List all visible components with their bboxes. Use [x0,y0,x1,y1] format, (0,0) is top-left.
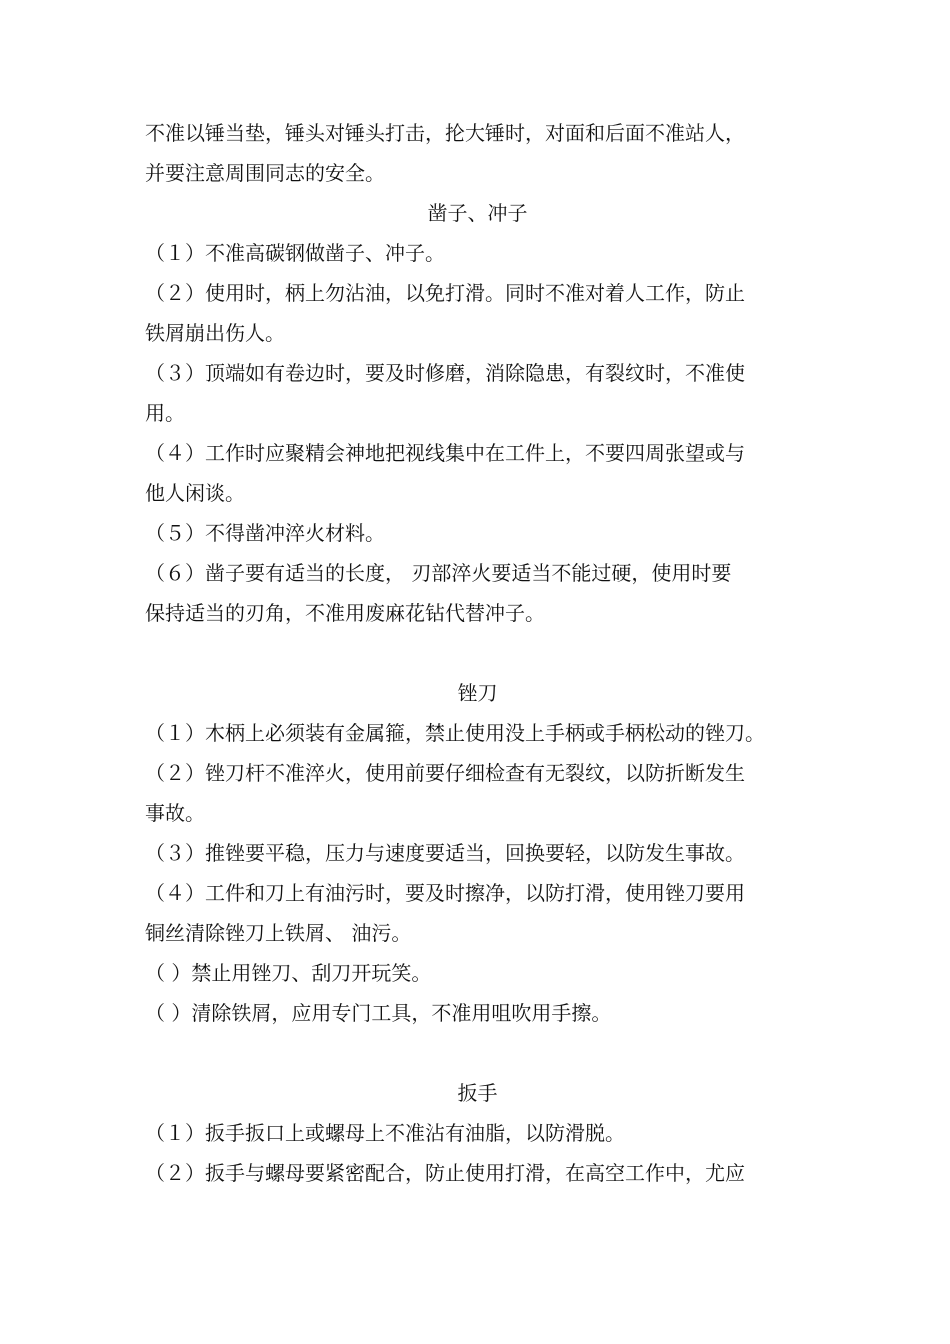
body-line: （４）工件和刀上有油污时，要及时擦净，以防打滑，使用锉刀要用 [145,881,745,905]
section-heading-wrench: 扳手 [457,1081,498,1105]
section-heading-chisel: 凿子、冲子 [427,201,528,225]
intro-line: 不准以锤当垫，锤头对锤头打击，抡大锤时，对面和后面不准站人， [145,121,745,145]
body-line: 事故。 [145,801,205,825]
body-line: （２）扳手与螺母要紧密配合，防止使用打滑，在高空工作中，尤应 [145,1161,745,1185]
body-line: （１）扳手扳口上或螺母上不准沾有油脂，以防滑脱。 [145,1121,625,1145]
body-line: （ ）禁止用锉刀、刮刀开玩笑。 [145,961,432,985]
body-line: 他人闲谈。 [145,481,245,505]
body-line: 用。 [145,401,185,425]
body-line: 铜丝清除锉刀上铁屑、 油污。 [145,921,412,945]
body-line: 保持适当的刃角，不准用废麻花钻代替冲子。 [145,601,545,625]
body-line: （２）锉刀杆不准淬火，使用前要仔细检查有无裂纹，以防折断发生 [145,761,745,785]
paragraph-gap [145,633,810,673]
body-line: （４）工作时应聚精会神地把视线集中在工件上，不要四周张望或与 [145,441,745,465]
body-line: （３）推锉要平稳，压力与速度要适当，回换要轻，以防发生事故。 [145,841,745,865]
body-line: （２）使用时，柄上勿沾油，以免打滑。同时不准对着人工作，防止 [145,281,745,305]
body-line: （ ）清除铁屑，应用专门工具，不准用咀吹用手擦。 [145,1001,612,1025]
paragraph-gap [145,1033,810,1073]
body-line: （３）顶端如有卷边时，要及时修磨，消除隐患，有裂纹时，不准使 [145,361,745,385]
body-line: （６）凿子要有适当的长度， 刃部淬火要适当不能过硬，使用时要 [145,561,732,585]
body-line: （１）不准高碳钢做凿子、冲子。 [145,241,445,265]
body-line: （５）不得凿冲淬火材料。 [145,521,385,545]
body-line: 铁屑崩出伤人。 [145,321,285,345]
intro-line: 并要注意周围同志的安全。 [145,161,385,185]
section-heading-file: 锉刀 [457,681,498,705]
body-line: （１）木柄上必须装有金属箍，禁止使用没上手柄或手柄松动的锉刀。 [145,721,765,745]
document-body [145,113,810,1193]
